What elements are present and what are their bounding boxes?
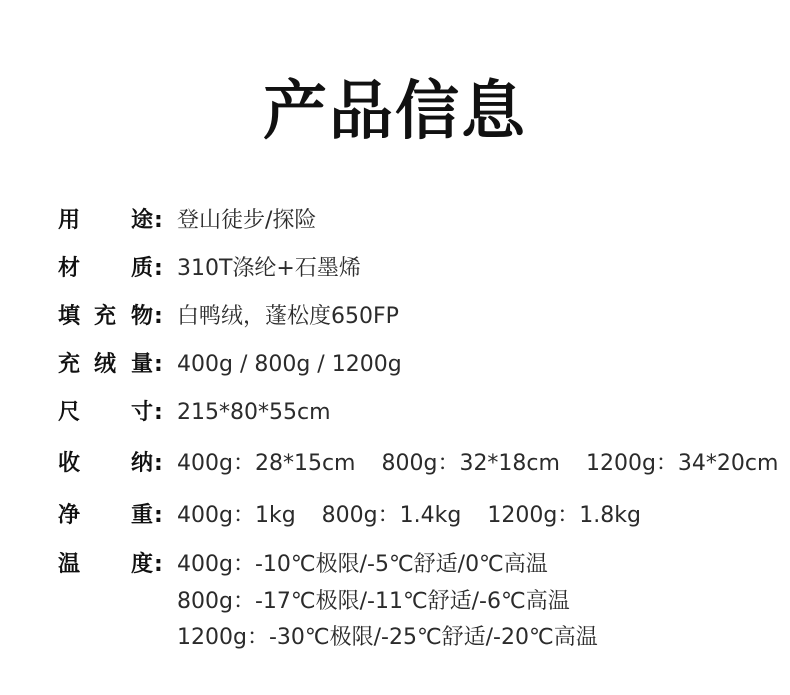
label-char: 度 (131, 552, 154, 577)
label-char: 填 (58, 304, 81, 329)
spec-value-size: 215*80*55cm (177, 400, 331, 425)
net-weight-400g: 400g：1kg (177, 503, 296, 528)
spec-value-packed (177, 447, 778, 481)
label-colon: : (154, 208, 163, 233)
temperature-line-400g: 400g：-10℃极限/-5℃舒适/0℃高温 (177, 552, 548, 577)
spec-value-net-weight (177, 499, 641, 533)
label-colon: : (154, 400, 163, 425)
spec-label-fill-weight (58, 348, 166, 382)
label-colon: : (154, 451, 163, 476)
spec-label-packed (58, 447, 166, 481)
label-char: 质 (131, 256, 154, 281)
label-char: 用 (58, 208, 81, 233)
packed-size-800g: 800g：32*18cm (381, 451, 560, 476)
label-char: 途 (131, 208, 154, 233)
spec-label-size (58, 396, 166, 430)
spec-label-net-weight (58, 499, 166, 533)
spec-label-temperature (58, 548, 166, 582)
net-weight-1200g: 1200g：1.8kg (487, 503, 641, 528)
label-char: 温 (58, 552, 81, 577)
label-char: 材 (58, 256, 81, 281)
label-char: 纳 (131, 451, 154, 476)
packed-size-1200g: 1200g：34*20cm (585, 451, 779, 476)
spec-label-filling (58, 300, 166, 334)
spec-value-usage: 登山徒步/探险 (177, 208, 317, 233)
packed-size-400g: 400g：28*15cm (177, 451, 356, 476)
label-char: 物 (131, 304, 154, 329)
label-colon: : (154, 352, 163, 377)
label-char: 尺 (58, 400, 81, 425)
spec-value-material: 310T涤纶+石墨烯 (177, 256, 361, 281)
label-char: 寸 (131, 400, 154, 425)
label-colon: : (154, 304, 163, 329)
spec-value-filling: 白鸭绒，蓬松度650FP (177, 304, 399, 329)
label-char: 充 (94, 304, 117, 329)
net-weight-800g: 800g：1.4kg (321, 503, 462, 528)
label-char: 量 (131, 352, 154, 377)
spec-label-usage (58, 204, 166, 238)
label-char: 净 (58, 503, 81, 528)
label-char: 收 (58, 451, 81, 476)
label-char: 重 (131, 503, 154, 528)
label-char: 绒 (94, 352, 117, 377)
label-char: 充 (58, 352, 81, 377)
label-colon: : (154, 552, 163, 577)
page-title: 产品信息 (263, 75, 527, 149)
temperature-line-1200g: 1200g：-30℃极限/-25℃舒适/-20℃高温 (177, 625, 598, 650)
spec-label-material (58, 252, 166, 286)
spec-value-fill-weight: 400g / 800g / 1200g (177, 352, 402, 377)
label-colon: : (154, 256, 163, 281)
label-colon: : (154, 503, 163, 528)
temperature-line-800g: 800g：-17℃极限/-11℃舒适/-6℃高温 (177, 589, 570, 614)
